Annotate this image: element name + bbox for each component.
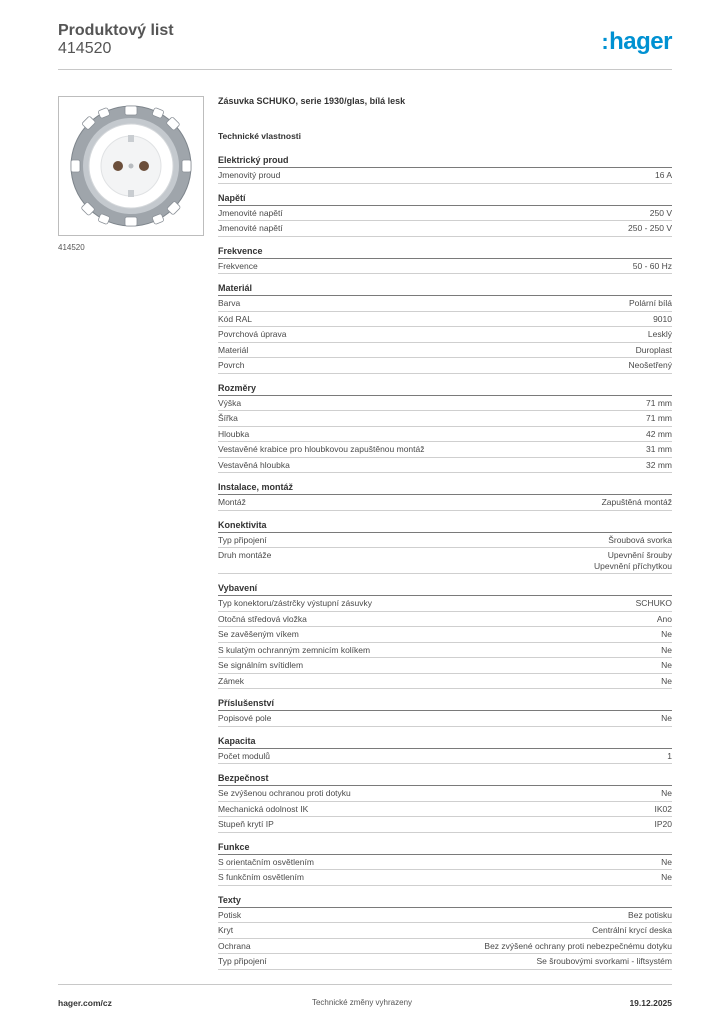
spec-row <box>218 427 672 443</box>
spec-row <box>218 939 672 955</box>
spec-value-line: Ne <box>661 660 672 670</box>
spec-label: Se signálním svítidlem <box>218 660 304 670</box>
spec-value-line: 1 <box>667 750 672 761</box>
spec-value-line: 250 - 250 V <box>628 223 672 233</box>
spec-value-line: 42 mm <box>646 428 672 439</box>
page-title: Produktový list <box>58 22 174 39</box>
spec-label: Potisk <box>218 909 242 920</box>
spec-row <box>218 495 672 511</box>
spec-value-line: 16 A <box>654 170 672 180</box>
spec-label: Jmenovitý proud <box>218 170 281 180</box>
schuko-socket-icon <box>59 97 203 235</box>
spec-row <box>218 786 672 802</box>
spec-value-line: Se šroubovými svorkami - liftsystém <box>536 956 672 966</box>
footer-divider <box>58 984 672 985</box>
spec-value <box>661 660 672 671</box>
spec-value-line: 71 mm <box>646 397 672 408</box>
spec-value-line: Neošetřený <box>628 360 672 370</box>
section-title: Rozměry <box>218 383 672 396</box>
spec-label: S funkčním osvětlením <box>218 872 304 882</box>
image-caption: 414520 <box>58 243 85 252</box>
spec-value <box>484 941 672 952</box>
spec-value-line: IP20 <box>654 819 672 829</box>
spec-value <box>594 550 672 571</box>
spec-label: Se zvýšenou ochranou proti dotyku <box>218 788 351 798</box>
spec-value <box>661 629 672 640</box>
footer-date: 19.12.2025 <box>629 998 672 1008</box>
spec-value <box>602 497 672 508</box>
document-header <box>58 22 174 58</box>
spec-label: Druh montáže <box>218 550 272 560</box>
spec-row <box>218 674 672 690</box>
spec-label: Typ připojení <box>218 956 267 966</box>
spec-section <box>218 773 672 833</box>
spec-value-line: Ano <box>656 613 672 624</box>
spec-value <box>655 170 672 181</box>
spec-row <box>218 954 672 970</box>
spec-label: Šířka <box>218 413 238 423</box>
spec-label: Povrch <box>218 360 245 370</box>
tech-heading: Technické vlastnosti <box>218 131 301 141</box>
section-title: Konektivita <box>218 520 672 533</box>
spec-row <box>218 817 672 833</box>
spec-label: Kryt <box>218 925 234 935</box>
spec-value-line: Ne <box>661 644 672 655</box>
spec-row <box>218 923 672 939</box>
spec-value <box>628 910 672 921</box>
spec-label: Otočná středová vložka <box>218 613 307 624</box>
spec-section <box>218 583 672 689</box>
spec-label: Zámek <box>218 675 244 686</box>
spec-section <box>218 193 672 237</box>
spec-row <box>218 711 672 727</box>
spec-value-line: Ne <box>661 675 672 686</box>
spec-value-line: 71 mm <box>646 413 672 423</box>
spec-value <box>661 872 672 883</box>
spec-value-line: Zapuštěná montáž <box>601 497 672 507</box>
section-title: Elektrický proud <box>218 155 672 168</box>
spec-sections <box>218 155 672 970</box>
footer-website: hager.com/cz <box>58 998 112 1008</box>
spec-value-line: Ne <box>661 856 672 867</box>
spec-value-line: IK02 <box>654 803 672 814</box>
product-name: Zásuvka SCHUKO, serie 1930/glas, bílá lesk <box>218 96 406 106</box>
spec-label: Popisové pole <box>218 713 272 723</box>
spec-row <box>218 358 672 374</box>
spec-label: Výška <box>218 397 242 408</box>
spec-value-line: Polární bílá <box>629 298 672 308</box>
spec-value <box>667 751 672 762</box>
spec-value <box>661 676 672 687</box>
section-title: Instalace, montáž <box>218 482 672 495</box>
spec-label: Povrchová úprava <box>218 329 287 339</box>
spec-label: Montáž <box>218 497 246 507</box>
spec-value <box>608 535 672 546</box>
spec-value-line: 32 mm <box>646 459 672 470</box>
spec-section <box>218 383 672 474</box>
section-title: Kapacita <box>218 736 672 749</box>
spec-value-line: 31 mm <box>646 444 672 454</box>
spec-section <box>218 698 672 727</box>
spec-row <box>218 658 672 674</box>
spec-value-line: Centrální krycí deska <box>592 925 672 935</box>
spec-label: Ochrana <box>218 940 251 951</box>
spec-section <box>218 520 672 575</box>
spec-row <box>218 802 672 818</box>
product-image <box>58 96 204 236</box>
spec-value <box>661 645 672 656</box>
spec-row <box>218 870 672 886</box>
spec-value-line: Duroplast <box>635 344 672 355</box>
spec-row <box>218 627 672 643</box>
section-title: Frekvence <box>218 246 672 259</box>
section-title: Vybavení <box>218 583 672 596</box>
spec-label: Kód RAL <box>218 313 253 324</box>
spec-label: Barva <box>218 298 241 308</box>
spec-row <box>218 442 672 458</box>
spec-value <box>646 460 672 471</box>
spec-row <box>218 596 672 612</box>
spec-row <box>218 312 672 328</box>
header-divider <box>58 69 672 70</box>
spec-value <box>655 819 673 830</box>
product-number: 414520 <box>58 40 112 57</box>
spec-label: Materiál <box>218 344 249 355</box>
spec-label: Vestavěná hloubka <box>218 459 290 470</box>
spec-section <box>218 842 672 886</box>
spec-value-line: Lesklý <box>647 329 672 339</box>
spec-row <box>218 908 672 924</box>
spec-value <box>629 360 672 371</box>
spec-value-line: Ne <box>661 872 672 882</box>
spec-value-line: 250 V <box>649 207 672 218</box>
spec-value <box>661 713 672 724</box>
spec-value <box>628 223 672 234</box>
spec-value <box>653 314 672 325</box>
spec-label: Mechanická odolnost IK <box>218 803 309 814</box>
spec-value <box>646 413 672 424</box>
section-title: Texty <box>218 895 672 908</box>
spec-label: Počet modulů <box>218 750 270 761</box>
spec-row <box>218 548 672 574</box>
spec-value <box>661 788 672 799</box>
spec-value <box>646 444 672 455</box>
spec-value-line: Upevnění šrouby <box>607 550 672 560</box>
spec-value <box>636 345 672 356</box>
spec-value <box>536 956 672 967</box>
spec-row <box>218 396 672 412</box>
spec-row <box>218 458 672 474</box>
spec-section <box>218 482 672 511</box>
spec-label: Se zavěšeným víkem <box>218 629 299 639</box>
spec-row <box>218 221 672 237</box>
spec-value-line: 9010 <box>653 313 672 324</box>
spec-value <box>650 208 672 219</box>
spec-label: Frekvence <box>218 260 258 271</box>
spec-value <box>655 804 673 815</box>
spec-row <box>218 296 672 312</box>
spec-label: S orientačním osvětlením <box>218 856 314 867</box>
spec-row <box>218 327 672 343</box>
spec-value <box>648 329 672 340</box>
footer-note: Technické změny vyhrazeny <box>311 998 413 1007</box>
spec-section <box>218 246 672 275</box>
spec-value <box>661 857 672 868</box>
spec-row <box>218 206 672 222</box>
spec-value <box>657 614 672 625</box>
section-title: Funkce <box>218 842 672 855</box>
spec-label: S kulatým ochranným zemnicím kolíkem <box>218 644 371 655</box>
spec-label: Vestavěné krabice pro hloubkovou zapuštěnou montáž <box>218 444 425 454</box>
logo-text: hager <box>609 28 672 55</box>
spec-row <box>218 643 672 659</box>
spec-section <box>218 895 672 970</box>
spec-value <box>636 598 672 609</box>
spec-value-line: SCHUKO <box>635 598 672 608</box>
spec-label: Jmenovité napětí <box>218 223 283 233</box>
spec-label: Jmenovité napětí <box>218 207 283 218</box>
spec-row <box>218 343 672 359</box>
section-title: Materiál <box>218 283 672 296</box>
spec-row <box>218 168 672 184</box>
spec-value-line: Ne <box>661 629 672 639</box>
spec-value <box>646 429 672 440</box>
spec-label: Stupeň krytí IP <box>218 819 274 829</box>
spec-label: Typ konektoru/zástrčky výstupní zásuvky <box>218 598 373 608</box>
spec-section <box>218 155 672 184</box>
spec-value-line: 50 - 60 Hz <box>632 260 672 271</box>
spec-value <box>646 398 672 409</box>
spec-section <box>218 736 672 765</box>
spec-value <box>592 925 672 936</box>
section-title: Napětí <box>218 193 672 206</box>
spec-section <box>218 283 672 374</box>
spec-row <box>218 749 672 765</box>
hager-logo <box>601 28 672 56</box>
spec-value <box>633 261 672 272</box>
logo-dots: : <box>601 29 609 54</box>
section-title: Bezpečnost <box>218 773 672 786</box>
spec-value <box>629 298 672 309</box>
spec-label: Typ připojení <box>218 534 267 545</box>
spec-value-line: Upevnění příchytkou <box>594 560 672 571</box>
spec-value-line: Ne <box>661 788 672 798</box>
section-title: Příslušenství <box>218 698 672 711</box>
spec-value-line: Bez zvýšené ochrany proti nebezpečnému dotyku <box>484 940 672 951</box>
spec-value-line: Ne <box>661 713 672 723</box>
specification-content <box>218 96 672 979</box>
spec-label: Hloubka <box>218 428 250 439</box>
spec-row <box>218 411 672 427</box>
spec-value-line: Bez potisku <box>628 909 672 920</box>
spec-row <box>218 612 672 628</box>
spec-row <box>218 533 672 549</box>
spec-value-line: Šroubová svorka <box>608 534 672 545</box>
spec-row <box>218 259 672 275</box>
spec-row <box>218 855 672 871</box>
